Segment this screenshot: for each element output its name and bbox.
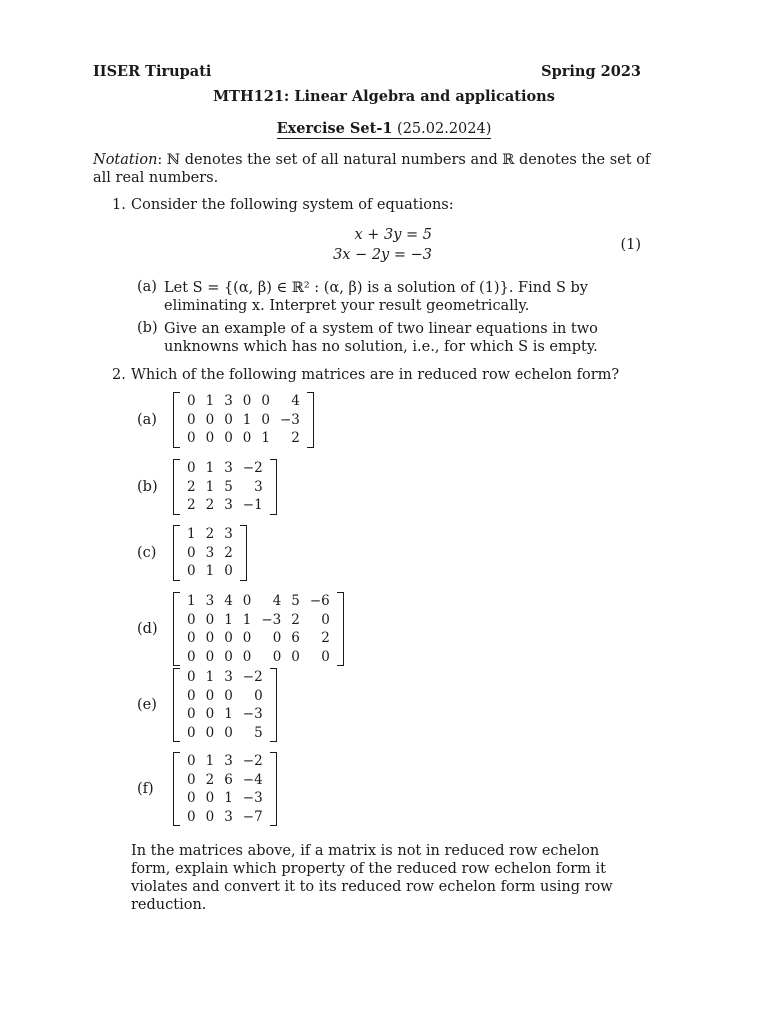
matrix-entry: 6 [224, 771, 233, 788]
right-bracket [337, 592, 344, 666]
matrix-grid [182, 752, 268, 826]
matrix-grid [182, 459, 268, 515]
matrix-grid [182, 525, 238, 581]
matrix-entry: 2 [205, 526, 215, 542]
matrix-entry: 0 [187, 669, 196, 685]
matrix-entry: 0 [261, 393, 270, 409]
matrix-entry: 2 [187, 497, 196, 513]
matrix-item [137, 752, 277, 826]
q1b-text: Give an example of a system of two linear equations in two unknowns which has no solution, i.e., for which S is empty. [164, 321, 598, 355]
matrix-item [137, 668, 277, 742]
matrix-entry: 0 [261, 411, 270, 428]
matrix-entry: 0 [187, 808, 196, 825]
matrix-label: (d) [137, 621, 158, 637]
matrix-row [182, 611, 335, 630]
matrix-entry: 0 [224, 411, 233, 428]
matrix-entry: 3 [224, 497, 233, 513]
matrix-entry: 1 [224, 706, 233, 722]
right-bracket [307, 392, 314, 448]
matrix-entry: 0 [205, 790, 215, 806]
matrix-row [182, 592, 335, 611]
matrix-row [182, 392, 305, 411]
matrix-entry: 0 [187, 430, 196, 446]
left-bracket [173, 525, 180, 581]
matrix-row [182, 771, 268, 790]
matrix-entry: −6 [309, 593, 330, 609]
matrix-entry: 1 [205, 753, 215, 769]
matrix-row [182, 629, 335, 648]
matrix-entry: 4 [291, 393, 300, 409]
q1-equation-2: 3x − 2y = −3 [333, 247, 432, 263]
left-bracket [173, 392, 180, 448]
matrix-entry: −3 [242, 706, 263, 722]
matrix-entry: −2 [242, 460, 263, 476]
matrix-entry: 0 [224, 630, 233, 646]
matrix-row [182, 478, 268, 497]
matrix-entry: 2 [291, 611, 300, 628]
matrix-entry: 0 [187, 460, 196, 476]
matrix-entry: −4 [242, 771, 263, 788]
left-bracket [173, 668, 180, 742]
matrix-entry: 0 [187, 771, 196, 788]
matrix-entry: 0 [321, 648, 330, 665]
matrix-row [182, 752, 268, 771]
matrix-row [182, 724, 268, 743]
matrix-entry: 3 [224, 808, 233, 825]
left-bracket [173, 752, 180, 826]
q2-closing-paragraph: In the matrices above, if a matrix is not in reduced row echelon form, explain which property of the reduced row echelon form it violates and convert it to its reduced row echelon form using row reduction. [131, 843, 613, 913]
matrix-entry: 0 [187, 411, 196, 428]
matrix-entry: 0 [205, 611, 215, 628]
matrix-entry: 3 [224, 460, 233, 476]
matrix-entry: 0 [242, 648, 252, 665]
matrix-entry: 6 [291, 630, 300, 646]
matrix-entry: 1 [205, 460, 215, 476]
matrix-entry: 0 [187, 563, 196, 579]
matrix-entry: 0 [224, 724, 233, 741]
matrix-entry: 1 [261, 430, 270, 446]
matrix-row [182, 808, 268, 827]
matrix-entry: 0 [187, 648, 196, 665]
q1-prompt: Consider the following system of equations: [131, 197, 454, 213]
matrix-entry: 3 [205, 593, 215, 609]
matrix-entry: 0 [291, 648, 300, 665]
matrix-entry: −1 [242, 497, 263, 513]
right-bracket [270, 752, 277, 826]
matrix-entry: 1 [242, 611, 252, 628]
matrix-entry: 1 [242, 411, 252, 428]
matrix-label: (e) [137, 697, 157, 713]
right-bracket [240, 525, 247, 581]
matrix-entry: 2 [205, 771, 215, 788]
right-bracket [270, 459, 277, 515]
matrix-row [182, 429, 305, 448]
matrix-row [182, 648, 335, 667]
matrix-entry: 0 [187, 393, 196, 409]
set-title: Exercise Set-1 [276, 120, 393, 137]
matrix-entry: 0 [205, 808, 215, 825]
matrix-entry: 3 [224, 393, 233, 409]
q1b-label: (b) [137, 320, 158, 336]
notation-paragraph [93, 151, 653, 187]
matrix-row [182, 544, 238, 563]
matrix-entry: 2 [321, 630, 330, 646]
matrix-row [182, 562, 238, 581]
matrix-entry: 1 [224, 611, 233, 628]
course-title: MTH121: Linear Algebra and applications [213, 88, 555, 105]
set-date: (25.02.2024) [397, 121, 492, 137]
matrix-entry: 0 [205, 648, 215, 665]
matrix-entry: 0 [224, 687, 233, 704]
q2-number: 2. [112, 367, 126, 383]
q1a-text: Let S = {(α, β) ∈ ℝ² : (α, β) is a solution of (1)}. Find S by eliminating x. Interpret your result geometrically. [164, 280, 588, 314]
matrix-entry: 3 [205, 544, 215, 561]
matrix-entry: −3 [279, 411, 300, 428]
matrix-entry: 0 [187, 753, 196, 769]
matrix-row [182, 525, 238, 544]
matrix-entry: 0 [242, 430, 252, 446]
matrix-grid [182, 392, 305, 448]
matrix-item [137, 392, 314, 448]
matrix-entry: 1 [187, 593, 196, 609]
left-bracket [173, 459, 180, 515]
matrix-entry: 0 [187, 790, 196, 806]
matrix-entry: 0 [242, 593, 252, 609]
matrix-entry: 4 [272, 593, 282, 609]
matrix-grid [182, 592, 335, 666]
matrix-entry: 1 [205, 669, 215, 685]
matrix-item [137, 592, 344, 666]
notation-text: : ℕ denotes the set of all natural numbers and ℝ denotes the set of all real numbers. [93, 152, 651, 186]
right-bracket [270, 668, 277, 742]
matrix-entry: 0 [187, 687, 196, 704]
matrix-entry: −2 [242, 753, 263, 769]
matrix-entry: 0 [224, 563, 233, 579]
matrix-row [182, 705, 268, 724]
q2-prompt: Which of the following matrices are in reduced row echelon form? [131, 367, 620, 383]
matrix-entry: −2 [242, 669, 263, 685]
notation-label: Notation [93, 152, 158, 168]
matrix-row [182, 411, 305, 430]
matrix-entry: 0 [242, 393, 252, 409]
matrix-entry: 2 [291, 430, 300, 446]
matrix-entry: 0 [205, 687, 215, 704]
matrix-entry: 0 [254, 687, 263, 704]
matrix-entry: 2 [187, 478, 196, 495]
matrix-entry: 1 [224, 790, 233, 806]
matrix-entry: 0 [224, 648, 233, 665]
matrix-entry: 1 [187, 526, 196, 542]
matrix-entry: 0 [272, 630, 282, 646]
set-heading [0, 120, 768, 137]
matrix-row [182, 789, 268, 808]
matrix-entry: 0 [187, 544, 196, 561]
matrix-label: (b) [137, 478, 158, 495]
q1-number: 1. [112, 197, 126, 213]
matrix-entry: −7 [242, 808, 263, 825]
matrix-entry: 3 [224, 669, 233, 685]
matrix-entry: 0 [205, 630, 215, 646]
matrix-entry: 3 [224, 526, 233, 542]
matrix-label: (c) [137, 544, 157, 561]
matrix-entry: 0 [205, 706, 215, 722]
equation-tag: (1) [620, 237, 641, 253]
matrix-row [182, 668, 268, 687]
q1-equation-1: x + 3y = 5 [354, 227, 432, 243]
matrix-entry: −3 [261, 611, 282, 628]
matrix-entry: 0 [187, 706, 196, 722]
matrix-entry: 0 [224, 430, 233, 446]
matrix-entry: 1 [205, 478, 215, 495]
institute-name: IISER Tirupati [93, 63, 212, 80]
matrix-entry: 3 [254, 478, 263, 495]
set-heading-underline [277, 121, 492, 139]
term-label: Spring 2023 [541, 63, 641, 80]
matrix-item [137, 459, 277, 515]
matrix-entry: 5 [224, 478, 233, 495]
left-bracket [173, 592, 180, 666]
matrix-entry: 0 [187, 630, 196, 646]
matrix-entry: 0 [272, 648, 282, 665]
matrix-entry: 0 [187, 611, 196, 628]
matrix-entry: 5 [291, 593, 300, 609]
matrix-entry: 1 [205, 563, 215, 579]
matrix-entry: 0 [187, 724, 196, 741]
q1a-label: (a) [137, 279, 157, 295]
matrix-entry: 0 [205, 411, 215, 428]
matrix-entry: 0 [205, 724, 215, 741]
matrix-entry: 0 [205, 430, 215, 446]
matrix-row [182, 496, 268, 515]
matrix-item [137, 525, 247, 581]
matrix-entry: 0 [242, 630, 252, 646]
matrix-label: (a) [137, 411, 157, 428]
matrix-grid [182, 668, 268, 742]
matrix-entry: 5 [254, 724, 263, 741]
matrix-entry: −3 [242, 790, 263, 806]
matrix-entry: 4 [224, 593, 233, 609]
matrix-label: (f) [137, 781, 154, 797]
matrix-row [182, 459, 268, 478]
matrix-entry: 3 [224, 753, 233, 769]
matrix-row [182, 687, 268, 706]
matrix-entry: 0 [321, 611, 330, 628]
matrix-entry: 2 [224, 544, 233, 561]
matrix-entry: 1 [205, 393, 215, 409]
matrix-entry: 2 [205, 497, 215, 513]
